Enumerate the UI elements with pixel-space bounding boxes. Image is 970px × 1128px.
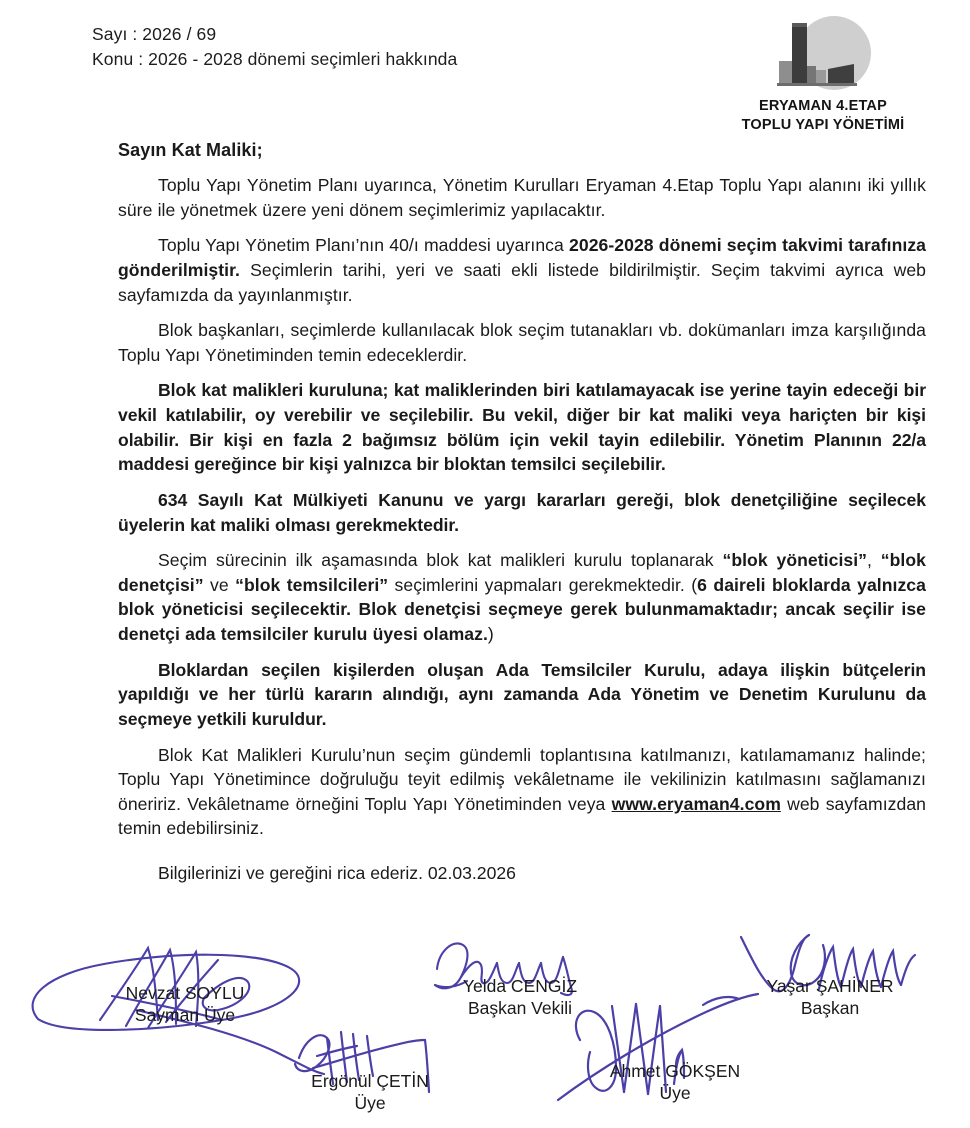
- signer-name-cengiz: Yelda CENGİZ: [462, 976, 578, 996]
- logo-title-line-1: ERYAMAN 4.ETAP: [759, 98, 887, 114]
- signer-name-goksen: Ahmet GÖKŞEN: [609, 1061, 741, 1081]
- signature-block-cengiz: [405, 975, 635, 1020]
- logo-building-tower: [792, 27, 807, 83]
- paragraph-8: [118, 743, 926, 842]
- reference-number-line: Sayı : 2026 / 69: [92, 24, 217, 44]
- paragraph-2-part-2-bold: 2026-2028 dönemi seçim takvimi tarafınıza gönderilmiştir.: [118, 235, 927, 280]
- signer-role-soylu: Sayman Üye: [134, 1005, 236, 1026]
- paragraph-6-parenthetical-bold: 6 daireli bloklarda yalnızca blok yöneticisi seçilecektir. Blok denetçisi seçmeye gerek bulunmamaktadır; ancak seçilir ise denetçi ada temsilciler kurulu üyesi olamaz.: [118, 574, 926, 644]
- signer-role-goksen: Üye: [659, 1083, 691, 1104]
- closing-line: Bilgilerinizi ve gereğini rica ederiz. 02.03.2026: [158, 863, 516, 883]
- signature-block-goksen: [560, 1060, 790, 1105]
- signer-role-cengiz: Başkan Vekili: [467, 998, 573, 1019]
- logo-building-small-b: [816, 70, 826, 83]
- organization-logo-block: [718, 14, 928, 135]
- paragraph-8-part-3: web sayfamızdan temin edebilirsiniz.: [118, 793, 926, 839]
- document-body: [118, 140, 926, 886]
- website-link[interactable]: www.eryaman4.com: [611, 793, 781, 814]
- signature-names-goksen: [560, 1060, 790, 1105]
- signer-name-sahiner: Yaşar ŞAHİNER: [766, 976, 894, 996]
- subject-line: Konu : 2026 - 2028 dönemi seçimleri hakkında: [92, 49, 458, 70]
- signature-names-cengiz: [405, 975, 635, 1020]
- building-circle-logo-icon: [771, 14, 875, 92]
- logo-title-line-2: TOPLU YAPI YÖNETİMİ: [741, 116, 905, 133]
- paragraph-1: Toplu Yapı Yönetim Planı uyarınca, Yönetim Kurulları Eryaman 4.Etap Toplu Yapı alanını iki yıllık süre ile yönetmek üzere yeni dönem seçimlerimiz yapılacaktır.: [118, 175, 926, 220]
- paragraph-6-quote-yonetici: “blok yöneticisi”: [722, 550, 868, 571]
- logo-title: [718, 97, 928, 135]
- document-header: [0, 0, 970, 135]
- paragraph-6-part-1: Seçim sürecinin ilk aşamasında blok kat malikleri kurulu toplanarak: [158, 550, 723, 571]
- signature-block-soylu: [60, 982, 310, 1027]
- signer-role-cetin: Üye: [354, 1093, 386, 1114]
- signature-names-sahiner: [715, 975, 945, 1020]
- reference-block: [92, 22, 457, 73]
- paragraph-6: [118, 548, 926, 647]
- paragraph-2: [118, 233, 926, 307]
- paragraph-8-part-1: Blok Kat Malikleri Kurulu’nun seçim gündemli toplantısına katılmanızı, katılamamanız halinde; Toplu Yapı Yönetimince doğruluğu teyit edilmiş vekâletname ile vekilinizin katılmasını sağlamanızı öneririz. Vekâletname örneğini Toplu Yapı Yönetiminden veya: [118, 744, 926, 814]
- logo-building-small-a: [807, 66, 816, 83]
- signature-names-cetin: [255, 1070, 485, 1115]
- signer-name-soylu: Nevzat SOYLU: [125, 983, 245, 1003]
- paragraph-6-part-9: ): [487, 624, 494, 644]
- logo-ground-line: [777, 83, 857, 86]
- paragraph-4: Blok kat malikleri kuruluna; kat maliklerinden biri katılamayacak ise yerine tayin edeceği bir vekil katılabilir, oy verebilir ve seçilebilir. Bu vekil, diğer bir kat maliki veya hariçten bir kişi olabilir. Bir kişi en fazla 2 bağımsız bölüm için vekil tayin edilebilir. Yönetim Planının 22/a maddesi gereğince bir kişi yalnızca bir bloktan temsilci seçilebilir.: [118, 380, 926, 475]
- paragraph-6-part-7: seçimlerini yapmaları gerekmektedir. (: [388, 574, 698, 595]
- paragraph-3: Blok başkanları, seçimlerde kullanılacak blok seçim tutanakları vb. dokümanları imza karşılığında Toplu Yapı Yönetiminden temin edeceklerdir.: [118, 320, 926, 365]
- signature-block-sahiner: [715, 975, 945, 1020]
- signer-role-sahiner: Başkan: [800, 998, 860, 1019]
- paragraph-6-quote-denetci: “blok denetçisi”: [118, 550, 926, 595]
- signature-section: [0, 920, 970, 1128]
- signer-name-cetin: Ergönül ÇETİN: [311, 1071, 429, 1091]
- signature-names-soylu: [60, 982, 310, 1027]
- salutation: Sayın Kat Maliki;: [118, 140, 263, 160]
- paragraph-2-part-3: Seçimlerin tarihi, yeri ve saati ekli listede bildirilmiştir. Seçim takvimi ayrıca web sayfamızda da yayınlanmıştır.: [118, 259, 926, 305]
- paragraph-5: 634 Sayılı Kat Mülkiyeti Kanunu ve yargı kararları gereği, blok denetçiliğine seçilecek üyelerin kat maliki olması gerekmektedir.: [118, 489, 926, 535]
- paragraph-2-part-1: Toplu Yapı Yönetim Planı’nın 40/ı maddesi uyarınca: [158, 235, 570, 256]
- paragraph-6-part-5: ve: [203, 574, 236, 595]
- logo-building-mid-left: [779, 61, 792, 83]
- paragraph-6-quote-temsilci: “blok temsilcileri”: [235, 574, 389, 595]
- paragraph-6-part-3: ,: [867, 550, 881, 571]
- signature-block-cetin: [255, 1070, 485, 1115]
- paragraph-7: Bloklardan seçilen kişilerden oluşan Ada Temsilciler Kurulu, adaya ilişkin bütçelerin yapıldığı ve her türlü kararın alındığı, aynı zamanda Ada Yönetim ve Denetim Kurulunu da seçmeye yetkili kuruldur.: [118, 659, 926, 729]
